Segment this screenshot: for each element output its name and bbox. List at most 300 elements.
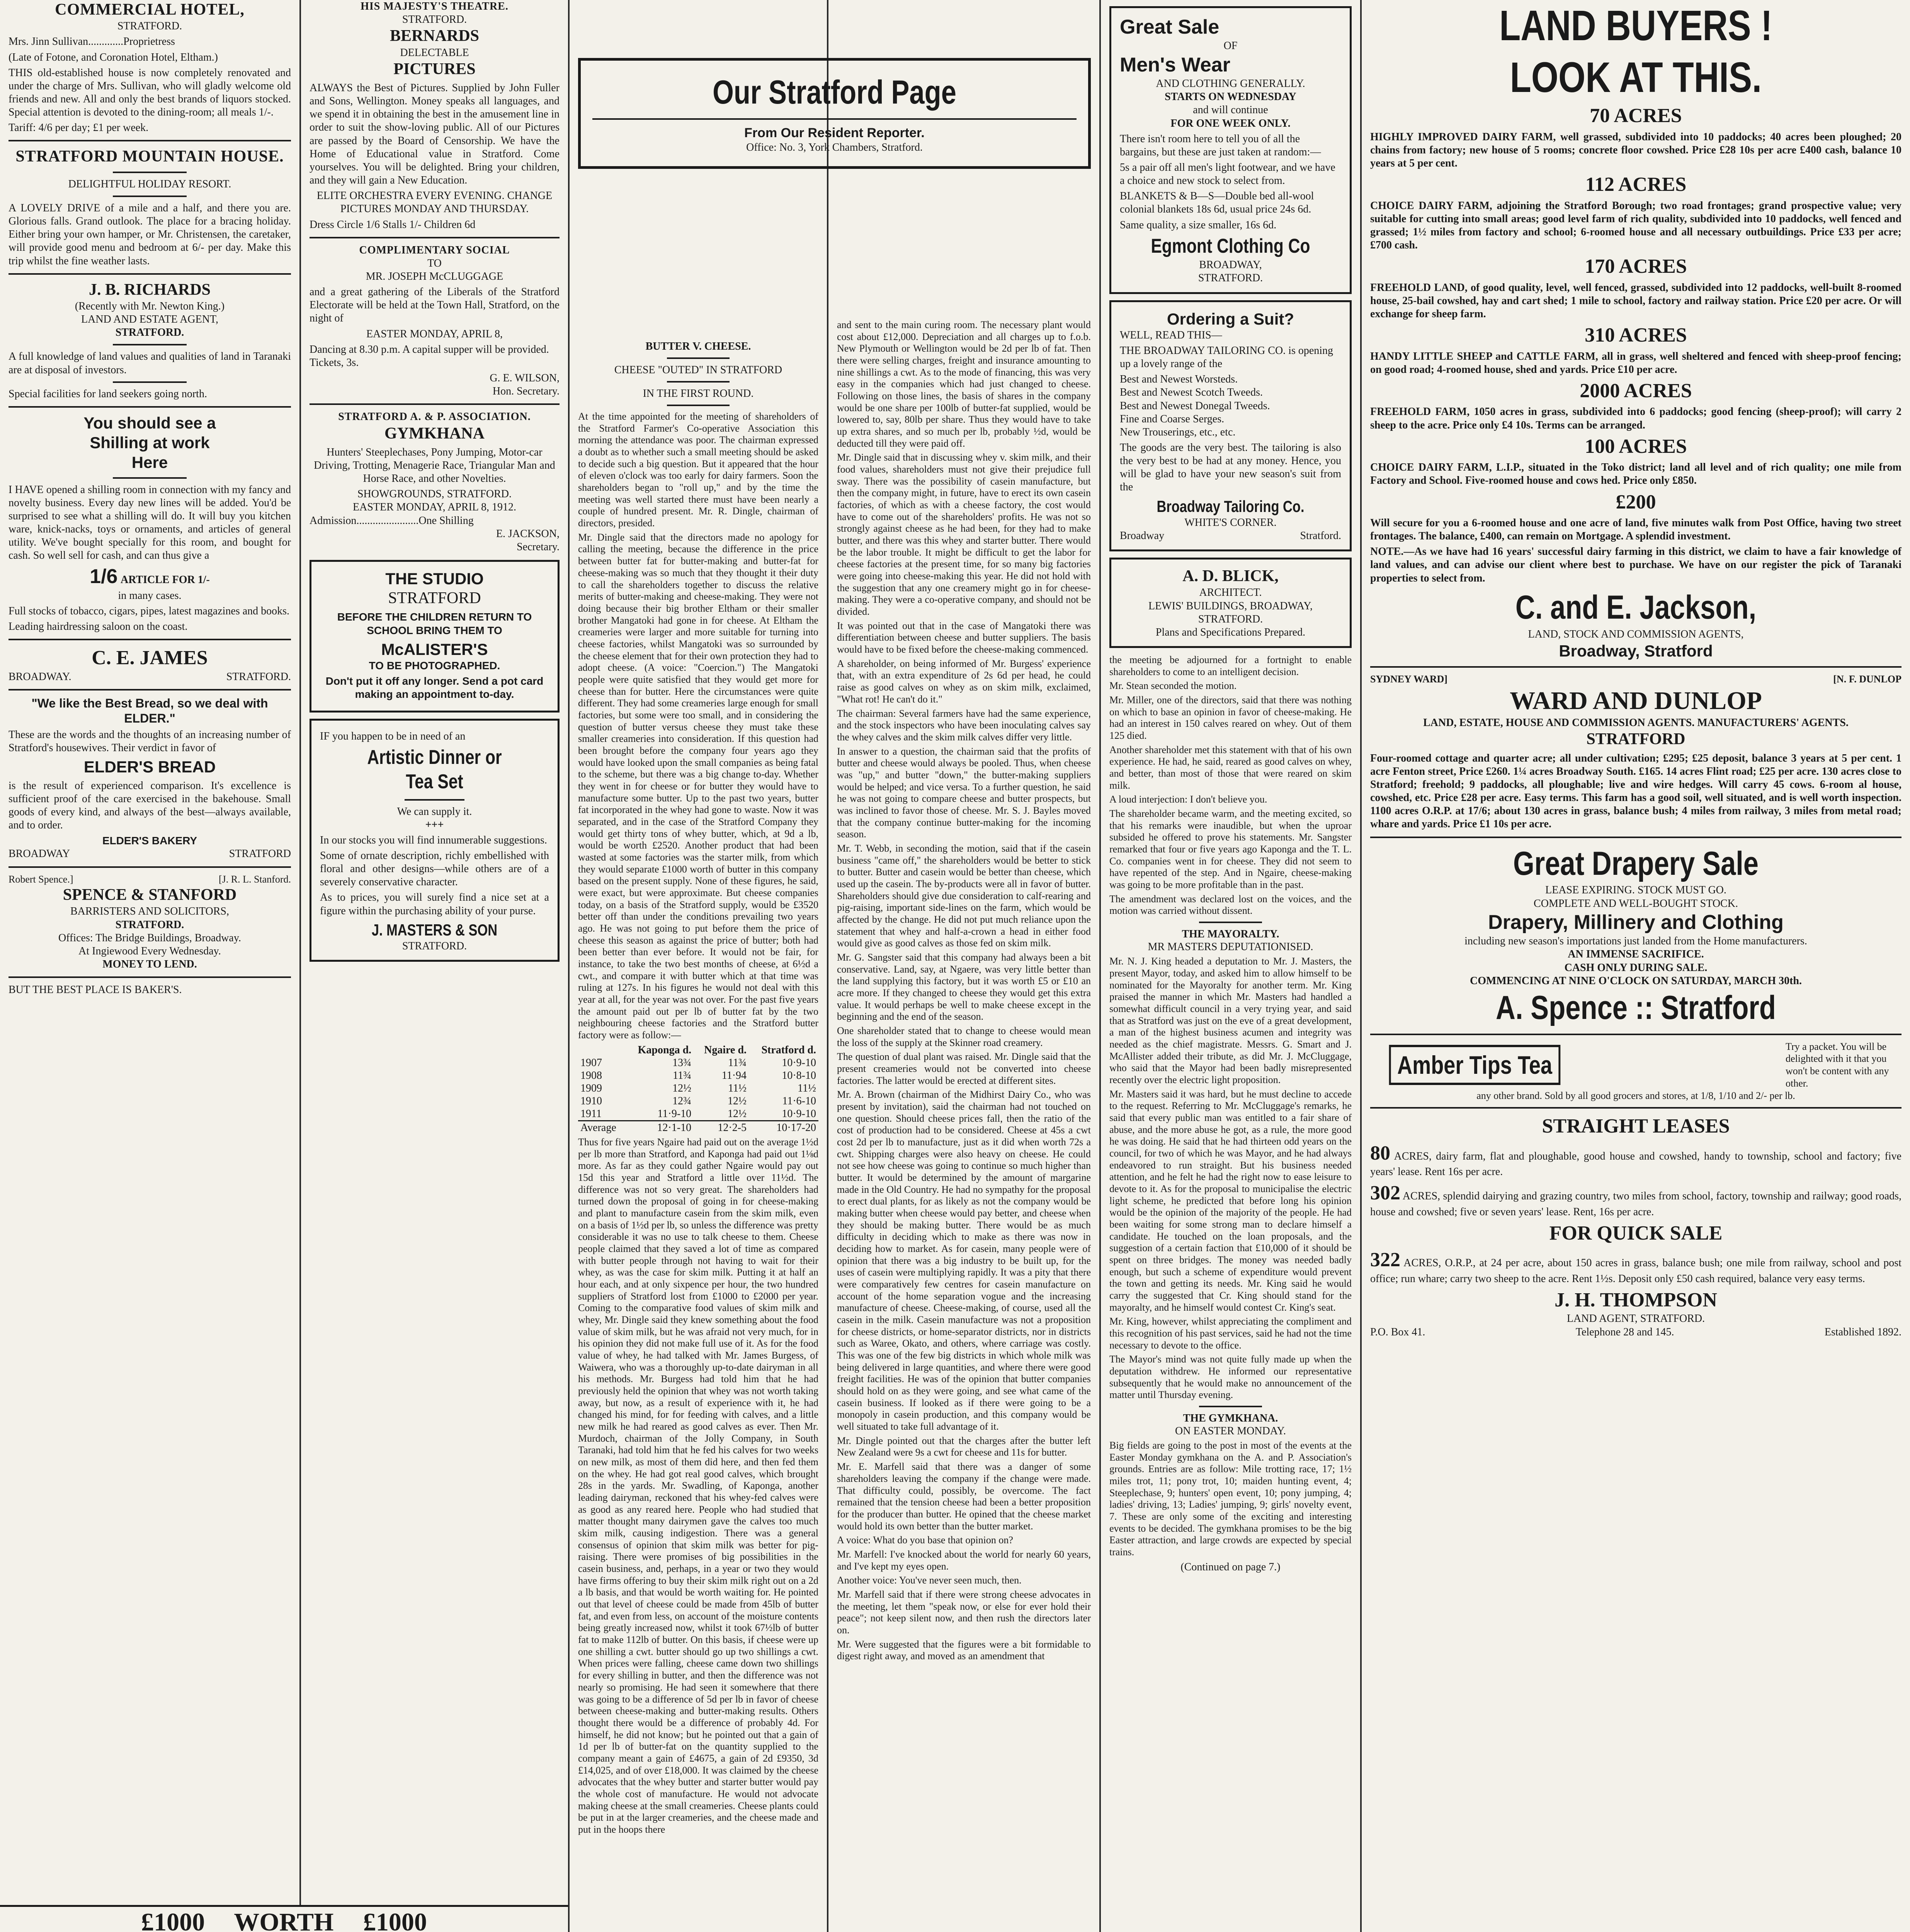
article-paragraph: Mr. Stean seconded the motion. bbox=[1109, 680, 1237, 692]
divider bbox=[9, 639, 291, 640]
listing-text: HANDY LITTLE SHEEP and CATTLE FARM, all in grass, well sheltered and fenced with sheep-proof fencing; on good road; 4-roomed house, shed and yards. Price £10 per acre. bbox=[1370, 350, 1901, 376]
ad-text: AN IMMENSE SACRIFICE. bbox=[1568, 948, 1704, 961]
article-paragraph: A shareholder, on being informed of Mr. Burgess' experience that, with an extra expenditure of 2s 6d per head, he could raise as good calves on whey as on skim milk, exclaimed, "What rot! He can't do it." bbox=[837, 658, 1091, 705]
table-cell: 11½ bbox=[798, 1082, 816, 1094]
ad-heading: £1000 WORTH £1000 bbox=[141, 1908, 427, 1932]
ad-text: (Late of Fotone, and Coronation Hotel, Eltham.) bbox=[9, 51, 218, 63]
ad-text: FOR ONE WEEK ONLY. bbox=[1170, 117, 1291, 129]
divider bbox=[9, 689, 291, 690]
divider bbox=[113, 477, 186, 479]
ad-text: Stratford. bbox=[1300, 530, 1341, 542]
ad-place: STRATFORD. bbox=[117, 20, 182, 32]
divider bbox=[592, 118, 1077, 120]
article-paragraph: Big fields are going to the post in most of the events at the Easter Monday gymkhana on the A. and P. Association's grounds. Entries are as follow: Mile trotting race, 17; 1½ miles trot, 11; pony trot, 10; maiden hunting event, 4; Steeplechase, 9; hunters' open event, 10; pony jumping, 4; ladies' driving, 13; Ladies' jumping, 9; girls' novelty event, 7. These are only some of the exciting and interesting events to be decided. The gymkhana promises to be the big Easter attraction, and large crowds are expected by special trains. bbox=[1109, 1440, 1352, 1558]
ad-heading: C. and E. Jackson, bbox=[1515, 588, 1757, 626]
ad-text: ARTICLE FOR 1/- bbox=[120, 574, 210, 586]
article-paragraph: It was pointed out that in the case of Mangatoki there was differentiation between cheese and butter suppliers. The basis would have to be fixed before the cheese-making commenced. bbox=[837, 620, 1091, 655]
column-6 bbox=[1362, 0, 1910, 1932]
ad-body: A full knowledge of land values and qualities of land in Taranaki are at disposal of investors. bbox=[9, 350, 291, 376]
ad-subheading: LAND, ESTATE, HOUSE AND COMMISSION AGENTS. MANUFACTURERS' AGENTS. bbox=[1423, 717, 1849, 729]
divider bbox=[9, 273, 291, 275]
spence-stanford-ad bbox=[9, 873, 291, 971]
ad-text: P.O. Box 41. bbox=[1370, 1326, 1425, 1338]
article-paragraph: The chairman: Several farmers have had the same experience, and the stock inspectors who have been inoculating calves say the whey calves and the skim milk calves differ very little. bbox=[837, 707, 1091, 743]
social-ad bbox=[310, 244, 560, 398]
list-item: Best and Newest Scotch Tweeds. bbox=[1120, 386, 1263, 399]
ad-body: BEFORE THE CHILDREN RETURN TO SCHOOL BRING THEM TO bbox=[337, 611, 532, 636]
ad-heading: Shilling at work bbox=[90, 434, 210, 452]
divider bbox=[113, 344, 186, 345]
article-paragraph: Mr. Dingle said that in discussing whey v. skim milk, and their food values, shareholders must not give their prejudice full sway. There was the possibility of casein manufacture, but then the company might, in future, have to erect its own casein factories, of which as with a cheese factory, the cost would have to come out of the shareholders' profits. He was not so strongly against cheese as he had been, for they had to make butter, and there was this whey and starter butter. There would be the labor trouble. It might be difficult to get the labor for cheese factories at the present time, for so many big factories were going into cheese-making this year. He did not hold with the suggestion that any one creamery might go in for cheese-making. They were a co-operative company, and should not be divided. bbox=[837, 452, 1091, 617]
article-headline: ON EASTER MONDAY. bbox=[1175, 1425, 1286, 1437]
column-2 bbox=[301, 0, 568, 1905]
acreage-heading: 112 ACRES bbox=[1585, 173, 1687, 196]
ad-text: EASTER MONDAY, APRIL 8, bbox=[366, 328, 503, 340]
article-headline: BUTTER V. CHEESE. bbox=[645, 340, 751, 352]
ad-text: LAND AGENT, STRATFORD. bbox=[1566, 1313, 1705, 1325]
acreage-heading: £200 bbox=[1616, 491, 1656, 513]
ad-text: BROADWAY bbox=[9, 848, 70, 860]
gymkhana-ad bbox=[310, 410, 560, 554]
ad-heading: PICTURES bbox=[393, 60, 476, 78]
ad-text: Mrs. Jinn Sullivan.............Proprietress bbox=[9, 36, 175, 48]
ad-heading: Artistic Dinner or bbox=[367, 746, 502, 769]
article-column-4 bbox=[828, 317, 1099, 1932]
thompson-ad bbox=[1370, 1114, 1901, 1338]
listing-text: FREEHOLD FARM, 1050 acres in grass, subdivided into 6 paddocks; good fencing (sheep-proof); will carry 2 sheep to the acre. Price only £4 10s. Terms can be arranged. bbox=[1370, 406, 1901, 431]
continued-note: (Continued on page 7.) bbox=[1180, 1561, 1281, 1573]
ad-heading: LAND BUYERS ! bbox=[1499, 2, 1772, 49]
divider bbox=[667, 405, 730, 406]
article-paragraph: and sent to the main curing room. The necessary plant would cost about £12,000. Depreciation and all charges up to f.o.b. New Plymouth or Wellington would be 2d per lb of fat. Then there were selling charges, freight and insurance amounting to nine shillings a cwt. As to the mode of financing, this was very easy in the companies which had just changed to cheese. Following on those lines, the basis of shares in the company would be one share per 100lb of butter-fat supplied, would be lowered to, say, 80lb per share. Thus they would have to take up extra shares, and so much per lb, probably ½d, would be deducted till they were paid off. bbox=[837, 319, 1091, 449]
banner-office: Office: No. 3, York Chambers, Stratford. bbox=[746, 141, 923, 154]
ad-text: E. JACKSON, bbox=[496, 527, 560, 540]
ad-heading: Great Sale bbox=[1120, 16, 1219, 38]
ad-text: Secretary. bbox=[517, 541, 560, 553]
banner-subtitle: From Our Resident Reporter. bbox=[744, 125, 925, 140]
ad-body: THE BROADWAY TAILORING CO. is opening up a lovely range of the bbox=[1120, 344, 1333, 370]
ad-text: IF you happen to be in need of an bbox=[320, 730, 466, 742]
ad-text: G. E. WILSON, bbox=[490, 372, 560, 384]
table-cell: 11·94 bbox=[721, 1069, 747, 1082]
ad-text: Leading hairdressing saloon on the coast. bbox=[9, 621, 188, 633]
ad-heading: LOOK AT THIS. bbox=[1510, 54, 1762, 102]
ad-text: SHOWGROUNDS, STRATFORD. bbox=[357, 488, 512, 500]
article-headline: THE MAYORALTY. bbox=[1182, 928, 1279, 940]
divider bbox=[667, 357, 730, 359]
article-paragraph: Mr. N. J. King headed a deputation to Mr. J. Masters, the present Mayor, today, and asked him to allow himself to be nominated for the Mayoralty for another term. Mr. King praised the manner in which Mr. Masters had handled a somewhat difficult council in a very trying year, and said that as Stratford was just on the eve of a great development, a man of the highest business acumen and integrity was needed as the chief magistrate. Messrs. G. Smart and J. McAllister added their tribute, as did Mr. J. McCluggage, who said that the Mayor had been badly misrepresented recently over the electric light proposition. bbox=[1109, 956, 1352, 1085]
ad-text: STRATFORD bbox=[229, 848, 291, 860]
ad-heading: STRATFORD bbox=[388, 589, 481, 607]
ad-heading: Great Drapery Sale bbox=[1513, 845, 1759, 882]
ad-subheading: (Recently with Mr. Newton King.) bbox=[75, 300, 225, 312]
article-paragraph: Mr. King, however, whilst appreciating the compliment and this recognition of his past services, said he had not the time necessary to devote to the office. bbox=[1109, 1316, 1352, 1351]
article-paragraph: The question of dual plant was raised. Mr. Dingle said that the present creameries would not be converted into cheese factories. The latter would be erected at different sites. bbox=[837, 1051, 1091, 1086]
divider bbox=[9, 976, 291, 978]
ad-heading: A. D. BLICK, bbox=[1182, 567, 1279, 585]
ad-text: Admission.......................One Shilling bbox=[310, 514, 474, 527]
butter-fat-table bbox=[578, 1044, 818, 1134]
table-cell: 12½ bbox=[728, 1107, 747, 1120]
ad-text: COMPLETE AND WELL-BOUGHT STOCK. bbox=[1534, 897, 1738, 910]
acreage-figure: 80 bbox=[1370, 1142, 1390, 1164]
article-headline: THE GYMKHANA. bbox=[1183, 1412, 1278, 1425]
studio-ad bbox=[310, 560, 560, 712]
table-cell: 13¾ bbox=[672, 1056, 692, 1069]
ad-text: WHITE'S CORNER. bbox=[1184, 516, 1277, 529]
article-paragraph: Another shareholder met this statement with that of his own experience. He had, he said, reared as good calves on whey, and better, than most of those that were reared on skim milk. bbox=[1109, 744, 1352, 791]
ad-text: Full stocks of tobacco, cigars, pipes, latest magazines and books. bbox=[9, 605, 290, 617]
table-row bbox=[578, 1095, 818, 1107]
ad-text: WELL, READ THIS— bbox=[1120, 329, 1222, 341]
ad-body: THIS old-established house is now completely renovated and under the charge of Mrs. Sullivan, who will gladly welcome old friends and new. All and only the best brands of liquors stocked. Special attention is devoted to the dining-room; all meals 1/-. bbox=[9, 66, 291, 119]
ad-text: Dress Circle 1/6 Stalls 1/- Children 6d bbox=[310, 218, 476, 231]
acreage-heading: 2000 ACRES bbox=[1580, 380, 1692, 402]
table-cell: 12½ bbox=[672, 1082, 692, 1094]
ward-dunlop-ad bbox=[1370, 673, 1901, 831]
divider bbox=[1370, 1107, 1901, 1109]
masters-ad: IF you happen to be in need of an Artistic Dinner or Tea Set We can supply it. +++ In our stocks you will find innumerable suggestions. Some of ornate description, richly embellished with floral and other designs—while others are of a severely conservative character. As to prices, you will surely find a nice set at a figure within the purchasing ability of your purse. J. MASTERS & SON STRATFORD. bbox=[310, 719, 560, 962]
ad-heading: J. H. THOMPSON bbox=[1555, 1289, 1717, 1311]
ad-text: SYDNEY WARD] bbox=[1370, 673, 1448, 685]
article-paragraph: Mr. Miller, one of the directors, said that there was nothing on which to base an opinion in favor of cheese-making. He had an interest in 150 calves reared on whey. Out of them 125 died. bbox=[1109, 694, 1352, 742]
ad-subheading: DELECTABLE bbox=[400, 46, 469, 59]
table-cell: 11·6-10 bbox=[782, 1095, 816, 1107]
list-item: Fine and Coarse Serges. bbox=[1120, 413, 1225, 425]
ad-text: in many cases. bbox=[118, 589, 182, 602]
ad-text: We can supply it. bbox=[397, 805, 472, 818]
ad-body: Hunters' Steeplechases, Pony Jumping, Motor-car Driving, Trotting, Menagerie Race, Triangular Man and Horse Race, and other Novelties. bbox=[314, 446, 555, 485]
ad-text: TO bbox=[427, 257, 442, 269]
ad-place: STRATFORD. bbox=[402, 14, 467, 26]
listing-text: CHOICE DAIRY FARM, L.I.P., situated in the Toko district; land all level and of rich quality; one mile from Factory and School. Five-roomed house and cows hed. Price only £850. bbox=[1370, 461, 1901, 487]
ad-text: CASH ONLY DURING SALE. bbox=[1564, 961, 1708, 974]
amber-tea-ad bbox=[1370, 1041, 1901, 1102]
drapery-sale-ad bbox=[1370, 844, 1901, 1028]
ad-text: Don't put it off any longer. Send a pot card making an appointment to-day. bbox=[325, 675, 544, 701]
page-title: Our Stratford Page bbox=[713, 74, 956, 111]
article-paragraph: The Mayor's mind was not quite fully made up when the deputation withdrew. He informed our representative subsequently that he would make no announcement of the matter until Thursday evening. bbox=[1109, 1354, 1352, 1401]
table-row bbox=[578, 1121, 818, 1134]
article-paragraph: In answer to a question, the chairman said that the profits of butter and cheese would always be pooled. Thus, when cheese was "up," and butter "down," the butter-making suppliers would be helped; and vice versa. To a further question, he said he was not going to compare cheese and butter prospects, but was inclined to favor those of cheese. Mr. S. J. Bayles moved that the company continue butter-making for the incoming season. bbox=[837, 745, 1091, 840]
divider bbox=[405, 799, 464, 801]
ad-text: BARRISTERS AND SOLICITORS, bbox=[70, 905, 229, 918]
divider bbox=[113, 172, 186, 173]
article-paragraph: Mr. Dingle pointed out that the charges after the butter left New Zealand were 9s a cwt for cheese and 11s for butter. bbox=[837, 1435, 1091, 1458]
ad-place: STRATFORD. bbox=[115, 327, 184, 339]
listing-text: Four-roomed cottage and quarter acre; all under cultivation; £295; £25 deposit, balance 3 years at 5 per cent. 1 acre Fenton street, Price £260. 1¼ acres Broadway South. £165. 14 acres Flint road; £25 per acre. 130 acres close to Stratford; freehold; 9 paddocks, all ploughable; live and wire hedges. Will carry 45 cows. 6-room al house, cowshed, etc. Price £28 per acre. Easy terms. This farm has a good soil, well situated, and is well worth inspection. 1100 acres O.R.P. at 17/6; about 130 acres in grass, balance bush; 4 miles from railway, 3 miles from metal road; whare and yards. Price £1 10s per acre. bbox=[1370, 752, 1901, 830]
acreage-heading: 310 ACRES bbox=[1585, 324, 1687, 347]
column-5 bbox=[1101, 0, 1360, 1932]
theatre-ad bbox=[310, 0, 560, 231]
article-paragraph: Thus for five years Ngaire had paid out on the average 1½d per lb more than Stratford, and Kaponga had paid out 1⅛d more. As far as they could gather Ngaire would pay out 15d this year and Stratford a little over 11½d. The difference was not so very great. The shareholders had turned down the proposal of going in for cheese-making and plant to manufacture casein from the skim milk, even on a basis of 1½d per lb, so unless the difference was pretty considerable it was no use to talk cheese to them. Cheese people claimed that they saved a lot of time as compared with butter people through not having to wait for their whey, as was the case for skim milk. Putting it at half an hour each, and at only sixpence per hour, the two hundred suppliers of Stratford lost from £1000 to £2000 per year. Coming to the comparative food values of skim milk and whey, Mr. Dingle said they knew something about the food value of skim milk, but he was afraid not very much, for in his opinion they did not make full use of it. As for the food value of whey, he had talked with Mr. James Burgess, of Waiwera, who was a thoroughly up-to-date dairyman in all his methods. Mr. Burgess had told him that he had previously held the opinion that whey was not worth taking away, but now, as a result of experience with it, he had changed his mind, for for feeding with calves, and a little new milk he had reared as good calves as ever. Then Mr. Murdoch, chairman of the Jolly Company, in South Taranaki, had told him that he fed his calves for two weeks on new milk, as most of them did here, and then fed them on the whey. He had got real good calves, which brought 28s in the yards. Mr. Swadling, of Kaponga, another leading dairyman, reckoned that his whey-fed calves were as good as any reared here. People who had studied that matter thought many dairymen gave the calves too much skim milk, causing indigestion. There was a general consensus of opinion that skim milk was better for pig-raising. There were promises of big possibilities in the casein business, and, perhaps, in a year or two they would have firms offering to buy their skim milk right out on a 2d a lb basis, and that would be worth waiting for. He pointed out that level of cheese could be made from 45lb of butter fat, and even from less, on account of the moisture contents being greatly increased now, whilst it took 67½lb of butter fat to make 112lb of butter. On this basis, if cheese were up one shilling a cwt. butter should go up two shillings a cwt. When prices were falling, cheese came down two shillings for every shilling in butter, and then the difference was not nearly so promising. He had seen it somewhere that there was going to be a difference of 5d per lb in favor of cheese between cheese-making and butter-making results. Others thought there would be a difference of probably 4d. For himself, he did not know; but he pointed out that a gain of 1d per lb of butter-fat on the quantity supplied to the company meant a gain of £4675, a gain of 2d £9350, 3d £14,025, and of over £18,000. It was claimed by the cheese advocates that the whey butter and starter butter would pay the whole cost of manufacture. He would not advocate making cheese at the small creameries. Cheese plants could be put in at the larger creameries, and the cheese made and put in the hoops there bbox=[578, 1136, 818, 1835]
divider bbox=[1370, 837, 1901, 838]
ad-body: is the result of experienced comparison. It's excellence is sufficient proof of the care exercised in the bakehouse. Small goods of every kind, and always of the best—always available, and to order. bbox=[9, 779, 291, 832]
article-paragraph: Another voice: You've never seen much, then. bbox=[837, 1575, 1022, 1586]
ad-heading: THE STUDIO bbox=[385, 570, 484, 588]
table-row bbox=[578, 1069, 818, 1082]
acreage-heading: 70 ACRES bbox=[1590, 105, 1682, 127]
article-paragraph: Mr. Dingle said that the directors made no apology for calling the meeting, because the difference in the price between butter fat for butter-making and butter-fat for cheese-making was so much that they thought it their duty to call the shareholders together to discuss the relative merits of butter-making and cheese-making. They were not doing because their big brother Eltham or their smaller brother Mangatoki had gone in for cheese. At Eltham the creameries were larger and more suitable for turning into cheese factories, whilst Mangatoki was so surrounded by the cheese element that for their own protection they had to adopt cheese. (A voice: "Coercion.") The Mangatoki people were quite satisfied that they would get more for cheese than for butter. Here the circumstances were quite different. They had some creameries large enough for small factories, but some were too small, and in considering the question of butter versus cheese they must take these smaller creameries into consideration. If this question had been brought before the company four years ago they would have looked upon the small companies as being fatal to the scheme, but there was a big change to-day. Whether they went in for cheese or for butter they would have to manufacture some butter. Up to the past two years, butter fat incorporated in the whey had gone to waste. Now it was separated, and in the case of the Stratford Company they would get thirty tons of whey butter, which, at 9d a lb, would be worth £2520. Another product that had been wasted at some factories was the starter milk, from which they would separate £1000 worth of butter in this company based on the present supply. None of these figures, he said, were exact, but were approximate. But cheese companies today, on a basis of the Stratford supply, would be £3520 better off than under the conditions prevailing two years ago. He was not going to put before them the price of cheese this season as against the price of butter; both had been better than ever before. It would not be fair, for instance, to take the two best months of cheese, at 6½d a cwt., and compare it with butter which at that time was ruling at 127s. In his figures he would not deal with this year at all, for the year was not over. For the past five years the amount paid out per lb of butter fat by the two neighbouring cheese factories and the Stratford butter factory were as follow:— bbox=[578, 531, 818, 1041]
ad-heading: STRATFORD A. & P. ASSOCIATION. bbox=[338, 411, 531, 423]
ad-heading: HIS MAJESTY'S THEATRE. bbox=[361, 0, 509, 12]
ad-text: Established 1892. bbox=[1824, 1326, 1901, 1338]
divider bbox=[1370, 666, 1901, 668]
ad-text: any other brand. Sold by all good grocers and stores, at 1/8, 1/10 and 2/- per lb. bbox=[1476, 1090, 1795, 1101]
ad-heading: STRATFORD MOUNTAIN HOUSE. bbox=[15, 148, 284, 166]
ad-text: LEASE EXPIRING. STOCK MUST GO. bbox=[1545, 884, 1726, 896]
ad-heading: GYMKHANA bbox=[384, 424, 485, 442]
listing-text: ACRES, dairy farm, flat and ploughable, good house and cowshed, handy to township, school and factory; five years' lease. Rent 16s per acre. bbox=[1370, 1150, 1901, 1178]
ad-heading: J. B. RICHARDS bbox=[88, 281, 211, 299]
table-cell: 1911 bbox=[580, 1107, 602, 1120]
table-cell: 1910 bbox=[580, 1095, 602, 1107]
listing-text: HIGHLY IMPROVED DAIRY FARM, well grassed, subdivided into 10 paddocks; 40 acres been ploughed; 20 chains from factory; new house of 5 rooms; concrete floor cowshed. Price £28 10s per acre £400 cash, balance 10 years at 5 per cent. bbox=[1370, 131, 1901, 170]
divider bbox=[310, 403, 560, 405]
acreage-heading: 170 ACRES bbox=[1585, 255, 1687, 278]
ad-text: LAND, STOCK AND COMMISSION AGENTS, bbox=[1528, 628, 1744, 640]
divider bbox=[113, 196, 186, 197]
divider bbox=[1370, 1034, 1901, 1035]
table-cell: 11¾ bbox=[728, 1056, 747, 1069]
table-row bbox=[578, 1056, 818, 1069]
leydon-section bbox=[0, 1905, 568, 1932]
table-row bbox=[578, 1107, 818, 1121]
article-paragraph: Mr. G. Sangster said that this company had always been a bit conservative. Land, say, at Ngaere, was very little better than the land supplying this factory, but it was worth £5 or £10 an acre more. If they changed to cheese they would get this extra value. It would perhaps be well to make cheese except in the beginning and the end of the season. bbox=[837, 951, 1091, 1022]
listing-text: NOTE.—As we have had 16 years' successful dairy farming in this district, we claim to have a fair knowledge of land values, and can advise our client where best to purchase. We have on our register the pick of Taranaki properties to select from. bbox=[1370, 546, 1901, 584]
ad-text: LEWIS' BUILDINGS, BROADWAY, STRATFORD. bbox=[1148, 600, 1313, 625]
ad-text: LAND AND ESTATE AGENT, bbox=[81, 313, 218, 326]
table-cell: 10·8-10 bbox=[782, 1069, 816, 1082]
ad-place: STRATFORD. bbox=[1198, 272, 1263, 284]
leydon-ad bbox=[9, 1907, 560, 1932]
list-item: New Trouserings, etc., etc. bbox=[1120, 426, 1236, 438]
article-paragraph: the meeting be adjourned for a fortnight to enable shareholders to come to an intelligent decision. bbox=[1109, 654, 1352, 677]
divider bbox=[9, 406, 291, 408]
table-cell: Average bbox=[580, 1121, 616, 1134]
ad-text: MR. JOSEPH McCLUGGAGE bbox=[366, 270, 503, 282]
ad-place: STRATFORD. bbox=[402, 940, 467, 952]
commercial-hotel-ad bbox=[9, 0, 291, 134]
ad-body: The goods are the very best. The tailoring is also the very best to be had at any money. Hence, you will be glad to have your new season's suit from the bbox=[1120, 441, 1341, 493]
james-ad bbox=[9, 646, 291, 684]
tea-logo: Amber Tips Tea bbox=[1389, 1045, 1561, 1085]
ad-heading: Egmont Clothing Co bbox=[1151, 235, 1310, 257]
acreage-heading: 100 ACRES bbox=[1585, 435, 1687, 457]
article-column-3 bbox=[570, 340, 827, 1932]
ad-text: ARCHITECT. bbox=[1199, 587, 1262, 599]
ad-place: Broadway, Stratford bbox=[1559, 641, 1713, 660]
listing-text: ACRES, O.R.P., at 24 per acre, about 150 acres in grass, balance bush; one mile from railway, school and post office; run whare; carry two sheep to the acre. Rent 1½s. Deposit only £50 cash required, balance very easy terms. bbox=[1370, 1257, 1901, 1285]
blick-ad bbox=[1109, 558, 1352, 648]
tailoring-ad bbox=[1109, 300, 1352, 552]
table-cell: 11¾ bbox=[673, 1069, 692, 1082]
ad-text: Plans and Specifications Prepared. bbox=[1155, 626, 1306, 638]
ad-text: BUT THE BEST PLACE IS BAKER'S. bbox=[9, 984, 182, 996]
ad-text: At Ingiewood Every Wednesday. bbox=[78, 945, 221, 957]
ad-text: ELITE ORCHESTRA EVERY EVENING. CHANGE PICTURES MONDAY AND THURSDAY. bbox=[316, 190, 553, 215]
divider bbox=[9, 866, 291, 868]
ad-heading: A. Spence :: Stratford bbox=[1496, 989, 1776, 1026]
banner-area bbox=[570, 0, 1099, 317]
list-item: Best and Newest Donegal Tweeds. bbox=[1120, 400, 1270, 412]
listing-text: ACRES, splendid dairying and grazing country, two miles from school, factory, township and railway; good roads, house and cowshed; five or seven years' lease. Rent, 16s per acre. bbox=[1370, 1190, 1901, 1218]
ad-text: Try a packet. You will be delighted with it that you won't be content with any other. bbox=[1786, 1041, 1889, 1089]
article-paragraph: Mr. Masters said it was hard, but he must decline to accede to the request. Referring to Mr. McCluggage's remarks, he said that every public man was entitled to a fair share of abuse, and the more abuse he got, as a rule, the more good he was doing. He said that he had thirteen odd years on the council, for two of which he was Mayor, and he had always endeavored to run straight. But his business needed attention, and he felt he had the right now to ease leisure to devote to it. As for the proposal to municipalise the electric light scheme, he predicted that before long his opinion would be the opinion of the majority of the people. He had been waiting for some strong man to declare himself a candidate. He touched on the loan proposals, and the suggestion of a certain faction that £10,000 of it should be spent on three bridges. The money was needed badly enough, but such a scheme of expenditure would prevent the town and getting its needs. Mr. King said he would carry the suggested that Cr. King should stand for the mayoralty, and he himself would contest Cr. King's seat. bbox=[1109, 1088, 1352, 1313]
ad-text: BROADWAY, bbox=[1199, 259, 1262, 271]
article-column-5 bbox=[1109, 654, 1352, 1573]
ad-heading: Here bbox=[131, 453, 168, 472]
ad-heading: C. E. JAMES bbox=[92, 647, 208, 669]
article-paragraph: Mr. Were suggested that the figures were a bit formidable to digest right away, and moved as an amendment that bbox=[837, 1638, 1091, 1662]
table-header bbox=[578, 1044, 818, 1056]
divider bbox=[310, 237, 560, 238]
ad-text: COMMENCING AT NINE O'CLOCK ON SATURDAY, MARCH 30th. bbox=[1469, 975, 1802, 987]
table-cell: 12¾ bbox=[672, 1095, 692, 1107]
article-paragraph: One shareholder stated that to change to cheese would mean the loss of the supply at the Skinner road creamery. bbox=[837, 1025, 1091, 1048]
richards-ad bbox=[9, 280, 291, 401]
divider bbox=[667, 381, 730, 383]
ad-heading: ELDER'S BREAD bbox=[83, 758, 216, 776]
table-header-cell bbox=[578, 1044, 626, 1056]
article-paragraph: Mr. Marfell said that if there were strong cheese advocates in the meeting, let them "speak now, or else for ever hold their peace"; not keep silent now, and then rush the directors later on. bbox=[837, 1588, 1091, 1636]
ad-text: AND CLOTHING GENERALLY. bbox=[1156, 78, 1305, 90]
page-banner bbox=[578, 58, 1091, 169]
article-paragraph: The amendment was declared lost on the voices, and the motion was carried without dissent. bbox=[1109, 893, 1352, 917]
ad-heading: Broadway Tailoring Co. bbox=[1157, 497, 1305, 515]
ad-heading: COMMERCIAL HOTEL, bbox=[55, 1, 245, 19]
ad-body: Some of ornate description, richly embellished with floral and other designs—while others are of a severely conservative character. bbox=[320, 850, 549, 888]
ad-text: BROADWAY. bbox=[9, 670, 71, 683]
ad-body: ALWAYS the Best of Pictures. Supplied by John Fuller and Sons, Wellington. Money speaks all languages, and we spend it in obtaining the best in the amusement line in order to suit the show-loving public. All of our Pictures are passed by the Board of Censorship. We have the Home of Educational value in Stratford. Come yourselves. You will be delighted. Bring your children, and they will gain a New Education. bbox=[310, 82, 560, 187]
ad-text: 5s a pair off all men's light footwear, and we have a choice and new stock to select from. bbox=[1120, 161, 1335, 187]
acreage-figure: 302 bbox=[1370, 1182, 1400, 1204]
ad-body: In our stocks you will find innumerable suggestions. bbox=[320, 834, 547, 846]
listing-text: FREEHOLD LAND, of good quality, level, well fenced, grassed, subdivided into 12 paddocks, well-built 8-roomed house, 25-bail cowshed, hay and cart shed; 1 mile to school, factory and railway station. Price £20 per acre. Or will exchange for sheep farm. bbox=[1370, 281, 1901, 320]
table-cell: 12·1-10 bbox=[657, 1121, 692, 1134]
table-cell: 10·17-20 bbox=[776, 1121, 816, 1134]
ad-text: and will continue bbox=[1193, 104, 1268, 116]
table-cell: 1907 bbox=[580, 1056, 602, 1069]
ad-heading: You should see a bbox=[83, 413, 216, 432]
ad-text: [J. R. L. Stanford. bbox=[218, 873, 291, 885]
ad-text: EASTER MONDAY, APRIL 8, 1912. bbox=[353, 501, 516, 514]
ad-heading: WARD AND DUNLOP bbox=[1510, 686, 1762, 715]
table-cell: 1908 bbox=[580, 1069, 602, 1082]
article-paragraph: The shareholder became warm, and the meeting excited, so that his remarks were inaudible, but when the uproar subsided he offered to prove his statements. Mr. Sangster remarked that four or five years ago Kaponga and the T. L. Co. companies went in for cheese. They did not seem to have repented of the step. And in Ngaire, cheese-making was going to be more profitable than in the past. bbox=[1109, 808, 1352, 891]
article-paragraph: Mr. A. Brown (chairman of the Midhirst Dairy Co., who was present by invitation), said the chairman had not touched on one question. Should cheese prices fall, then the ratio of the cost of production had to be considered. Cheese at 45s a cwt cost 2d per lb to manufacture, just as it did when worth 72s a cwt. Shipping charges were also heavy on cheese. He could not see how cheese was going to continue so much higher than butter. It would be determined by the amount of margarine made in the Old Country. He had no sympathy for the proposal to erect dual plants, for as likely as not the company would be making butter when cheese would pay better, and cheese when they should be making butter. There would be as much difficulty in deciding which to make as there was now in deciding how to market. As for casein, many people were of opinion that there was a big industry to be built up, for the uses of casein were multiplying rapidly. It was a pity that there were comparatively few centres for casein manufacture on account of the home separation vogue and the increasing manufacture of cheese. Cheese-making, of course, used all the casein in the milk. Casein manufacture was not a proposition for cheese districts, or home-separator districts, nor in districts such as Waree, Okato, and others, where carriage was costly. This was one of the few big districts in which whole milk was being delivered in large quantities, and where there were good freight facilities. He was of the opinion that butter companies should hold on as they were going, and see what came of the casein business. If looked as if there were going to be a monopoly in casein production, and this company would be well situated to take full advantage of it. bbox=[837, 1089, 1091, 1432]
ad-heading: FOR QUICK SALE bbox=[1549, 1222, 1723, 1244]
article-headline: IN THE FIRST ROUND. bbox=[643, 388, 754, 400]
jackson-land-ad bbox=[1370, 0, 1901, 661]
table-header-cell: Kaponga d. bbox=[638, 1044, 692, 1056]
shilling-ad bbox=[9, 413, 291, 634]
ad-body: I HAVE opened a shilling room in connection with my fancy and novelty business. Every day new lines will be added. You'd be surprised to see what a shilling will do. It will buy you kitchen ware, knick-nacks, toys or ornaments, and articles of general utility. We've bought specially for this room, and bought for cash. So well sell for cash, and can thus give a bbox=[9, 483, 291, 562]
ad-heading: McALISTER'S bbox=[381, 640, 488, 658]
divider bbox=[9, 140, 291, 141]
ad-text: OF bbox=[1223, 40, 1238, 52]
ad-heading: Men's Wear bbox=[1120, 53, 1230, 76]
ad-heading: STRAIGHT LEASES bbox=[1542, 1115, 1730, 1138]
ad-text: Dancing at 8.30 p.m. A capital supper will be provided. Tickets, 3s. bbox=[310, 343, 549, 369]
ad-text: Telephone 28 and 145. bbox=[1575, 1326, 1674, 1338]
ad-text: Broadway bbox=[1120, 530, 1165, 542]
ad-subheading: DELIGHTFUL HOLIDAY RESORT. bbox=[68, 178, 231, 190]
ad-subheading: ELDER'S BAKERY bbox=[102, 835, 197, 847]
article-paragraph: At the time appointed for the meeting of shareholders of the Stratford Farmer's Co-operative Association this morning the attendance was poor. The chairman expressed a doubt as to whether such a small meeting should be asked to decide such a big question. But it appeared that the hour of eleven o'clock was too early for dairy farmers. Soon the shareholders began to "roll up," and by the time the meeting was well started there must have been nearly a couple of hundred present. Mr. R. Dingle, chairman of directors, presided. bbox=[578, 411, 818, 529]
ad-text: BLANKETS & B—S—Double bed all-wool colonial blankets 18s 6d, usual price 24s 6d. bbox=[1120, 190, 1314, 216]
ad-heading: Ordering a Suit? bbox=[1167, 310, 1294, 328]
table-cell: 10·9-10 bbox=[782, 1056, 816, 1069]
list-item: Best and Newest Worsteds. bbox=[1120, 373, 1238, 386]
divider bbox=[113, 381, 186, 383]
ad-body: and a great gathering of the Liberals of the Stratford Electorate will be held at the Town Hall, Stratford, on the night of bbox=[310, 286, 560, 325]
ad-text: STARTS ON WEDNESDAY bbox=[1165, 91, 1296, 103]
article-paragraph: A voice: What do you base that opinion on? bbox=[837, 1534, 1013, 1546]
ad-text: MONEY TO LEND. bbox=[102, 958, 197, 971]
elder-ad bbox=[9, 696, 291, 861]
acreage-figure: 322 bbox=[1370, 1249, 1400, 1271]
ad-body: These are the words and the thoughts of an increasing number of Stratford's housewives. Their verdict in favor of bbox=[9, 729, 291, 754]
ad-text: TO BE PHOTOGRAPHED. bbox=[369, 660, 500, 672]
table-cell: 12·2-5 bbox=[718, 1121, 747, 1134]
ad-text: Robert Spence.] bbox=[9, 873, 73, 885]
ad-heading: "We like the Best Bread, so we deal with ELDER." bbox=[31, 696, 268, 725]
mens-wear-ad bbox=[1109, 6, 1352, 294]
ad-heading: BERNARDS bbox=[389, 27, 480, 45]
article-paragraph: Mr. T. Webb, in seconding the motion, said that if the casein business "came off," the shareholders would be better to stick to butter. Butter and casein would be better than cheese, which used up the casein. The by-products were all in favor of butter. Shareholders should give due consideration to calf-rearing and pig-raising, important side-lines on the farm, which would be affected by the change. He did not put much reliance upon the statement that whey and half-a-crown a head in either food would give as good calves as those fed on skim milk. bbox=[837, 842, 1091, 949]
ad-heading: SPENCE & STANFORD bbox=[63, 886, 237, 904]
ad-heading: J. MASTERS & SON bbox=[371, 920, 498, 939]
article-paragraph: Mr. Marfell: I've knocked about the world for nearly 60 years, and I've kept my eyes open. bbox=[837, 1548, 1091, 1572]
article-headline: CHEESE "OUTED" IN STRATFORD bbox=[614, 364, 782, 376]
ad-heading: Tea Set bbox=[406, 770, 463, 793]
article-paragraph: A loud interjection: I don't believe you. bbox=[1109, 794, 1267, 805]
mountain-house-ad bbox=[9, 147, 291, 267]
table-header-cell: Ngaire d. bbox=[704, 1044, 747, 1056]
column-1 bbox=[0, 0, 299, 1905]
ad-body: A LOVELY DRIVE of a mile and a half, and there you are. Glorious falls. Grand outlook. The place for a bracing holiday. Either bring your own hamper, or Mr. Christensen, the caretaker, will provide good menu and bedroom at 6/- per day. Make this trip whilst the fine weather lasts. bbox=[9, 202, 291, 267]
ad-text: [N. F. DUNLOP bbox=[1833, 673, 1901, 685]
ad-text: Offices: The Bridge Buildings, Broadway. bbox=[58, 932, 242, 944]
divider bbox=[1199, 922, 1262, 923]
ad-text: STRATFORD. bbox=[226, 670, 291, 683]
table-cell: 11·9-10 bbox=[657, 1107, 692, 1120]
listing-text: Will secure for you a 6-roomed house and one acre of land, five minutes walk from Post Office, having two street frontages. The balance, £400, can remain on Mortgage. A splendid investment. bbox=[1370, 517, 1901, 543]
ad-place: STRATFORD. bbox=[115, 918, 184, 931]
ad-heading: COMPLIMENTARY SOCIAL bbox=[359, 244, 510, 256]
table-cell: 1909 bbox=[580, 1082, 602, 1094]
table-row bbox=[578, 1082, 818, 1095]
article-headline: MR MASTERS DEPUTATIONISED. bbox=[1148, 941, 1313, 953]
divider bbox=[1199, 1406, 1262, 1407]
price-figure: 1/6 bbox=[90, 565, 118, 588]
ad-place: STRATFORD bbox=[1586, 730, 1685, 748]
ad-heading: Drapery, Millinery and Clothing bbox=[1488, 911, 1784, 934]
table-header-cell: Stratford d. bbox=[761, 1044, 816, 1056]
ad-body: As to prices, you will surely find a nice set at a figure within the purchasing ability of your purse. bbox=[320, 891, 549, 917]
ad-body: There isn't room here to tell you of all the bargains, but these are just taken at random:— bbox=[1120, 133, 1321, 158]
listing-text: CHOICE DAIRY FARM, adjoining the Stratford Borough; two road frontages; grand prospective value; very suitable for cutting into small areas; good level farm of rich quality, subdivided into 10 paddocks, well fenced and grassed; 1½ miles from factory and school; 6-roomed house and all necessary outbuildings. Price £33 per acre; £700 cash. bbox=[1370, 199, 1901, 252]
ad-text: Special facilities for land seekers going north. bbox=[9, 388, 207, 400]
table-cell: 12½ bbox=[728, 1095, 747, 1107]
ad-text: Hon. Secretary. bbox=[492, 385, 560, 398]
article-paragraph: Mr. E. Marfell said that there was a danger of some shareholders leaving the company if the change were made. That difficulty could, possibly, be overcome. The fact remained that the tension cheese had been a better proposition for the producer than butter. He opined that the cheese market would hold its own better than the butter market. bbox=[837, 1461, 1091, 1532]
table-cell: 10·9-10 bbox=[782, 1107, 816, 1120]
table-cell: 11½ bbox=[728, 1082, 747, 1094]
ad-text: Same quality, a size smaller, 16s 6d. bbox=[1120, 219, 1277, 231]
ad-text: Tariff: 4/6 per day; £1 per week. bbox=[9, 122, 149, 134]
